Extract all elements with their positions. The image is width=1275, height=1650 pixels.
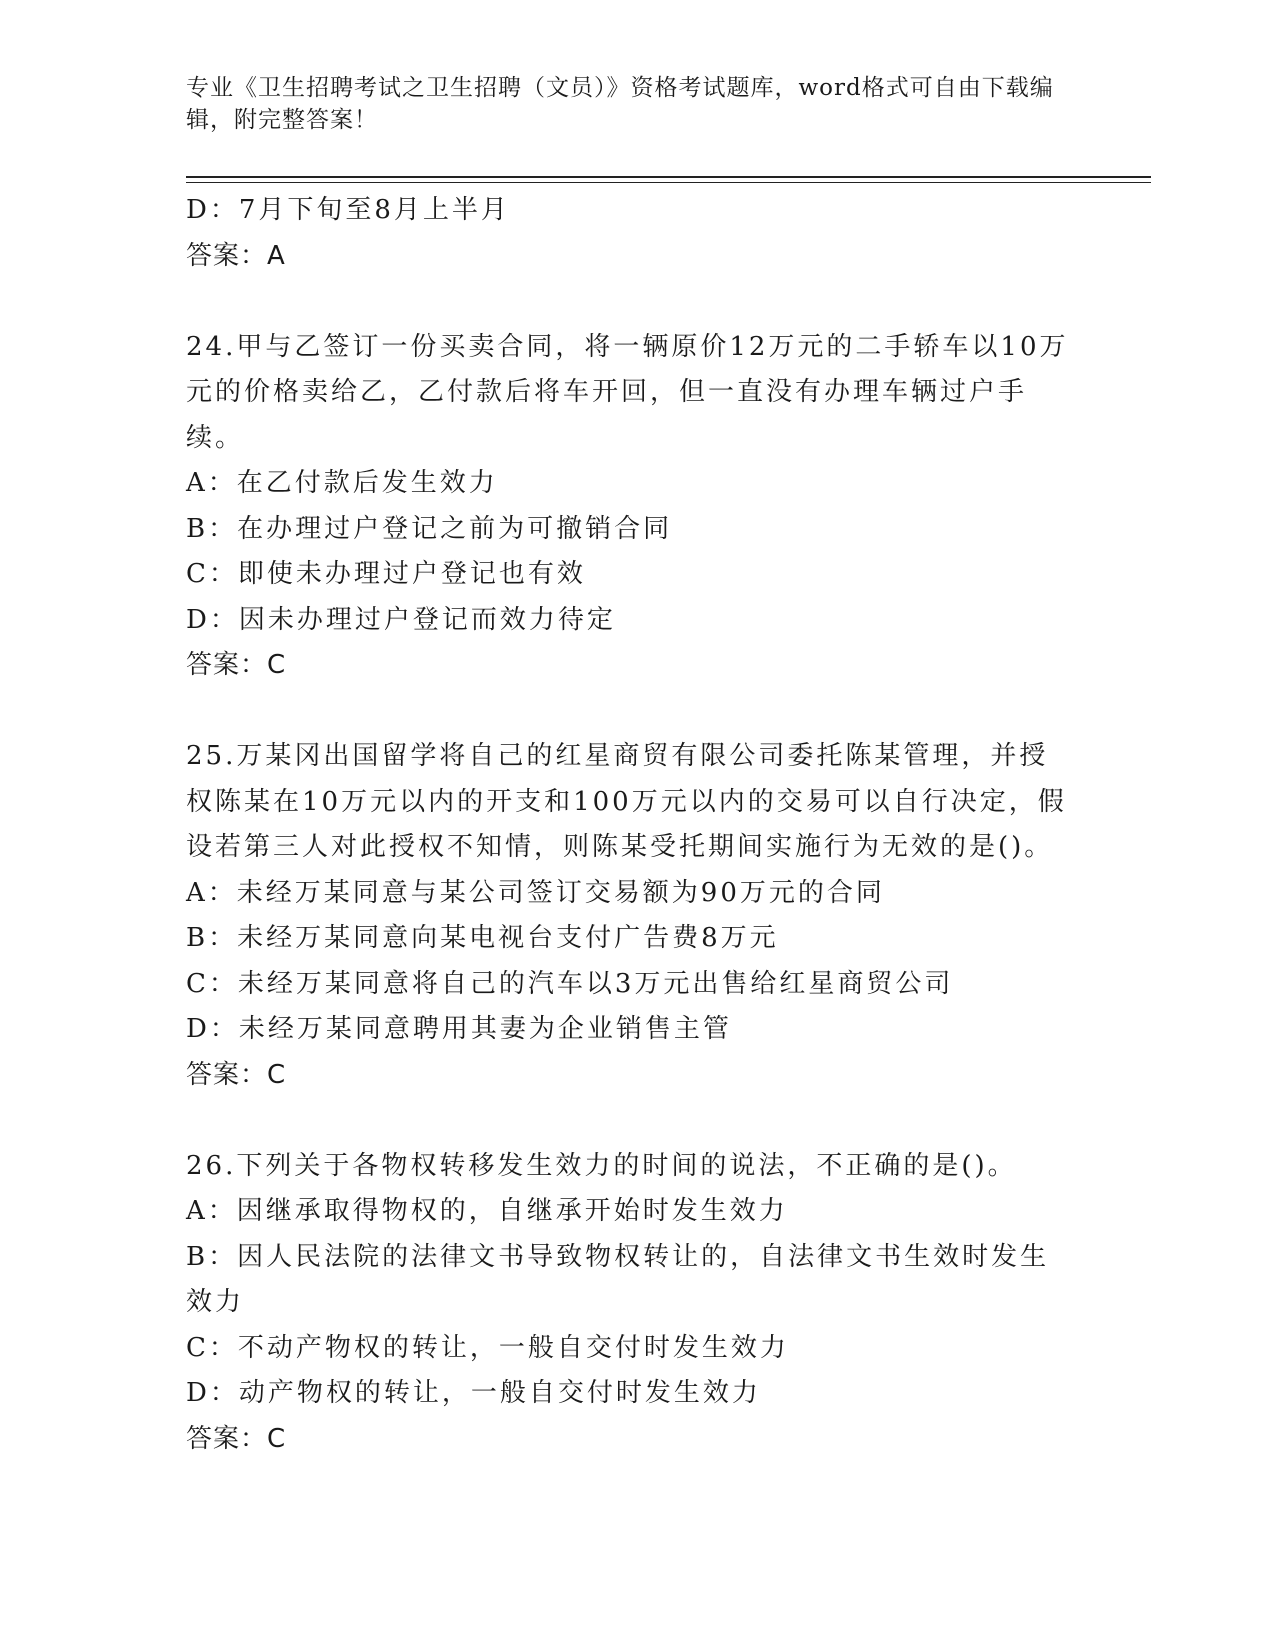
question-24 [186, 325, 1076, 689]
option-d: D：动产物权的转让，一般自交付时发生效力 [186, 1378, 761, 1408]
option-a: A：因继承取得物权的，自继承开始时发生效力 [186, 1196, 788, 1226]
prev-option-d: D：7月下旬至8月上半月 [186, 195, 510, 225]
header-divider-thick [186, 176, 1151, 178]
answer: 答案：C [186, 1059, 287, 1090]
question-stem: 26.下列关于各物权转移发生效力的时间的说法，不正确的是()。 [186, 1150, 1017, 1181]
question-stem: 24.甲与乙签订一份买卖合同，将一辆原价12万元的二手轿车以10万元的价格卖给乙，乙付款后将车开回，但一直没有办理车辆过户手续。 [186, 331, 1069, 453]
option-d: D：未经万某同意聘用其妻为企业销售主管 [186, 1014, 732, 1044]
page-header: 专业《卫生招聘考试之卫生招聘（文员）》资格考试题库，word格式可自由下载编辑，附完整答案！ [186, 75, 1054, 133]
spacer [186, 689, 1076, 735]
option-c: C：即使未办理过户登记也有效 [186, 559, 586, 589]
option-b: B：因人民法院的法律文书导致物权转让的，自法律文书生效时发生效力 [186, 1241, 1050, 1317]
question-25 [186, 734, 1076, 1098]
answer: 答案：C [186, 1423, 287, 1454]
header-divider-thin [186, 182, 1151, 183]
spacer [186, 1098, 1076, 1144]
prev-answer: 答案：A [186, 240, 286, 271]
option-c: C：未经万某同意将自己的汽车以3万元出售给红星商贸公司 [186, 968, 954, 999]
option-a: A：未经万某同意与某公司签订交易额为90万元的合同 [186, 877, 885, 908]
option-d: D：因未办理过户登记而效力待定 [186, 604, 616, 635]
question-stem: 25.万某冈出国留学将自己的红星商贸有限公司委托陈某管理，并授权陈某在10万元以内的开支和100万元以内的交易可以自行决定，假设若第三人对此授权不知情，则陈某受托期间实施行为无效的是()。 [186, 741, 1067, 862]
option-c: C：不动产物权的转让，一般自交付时发生效力 [186, 1332, 789, 1363]
question-26 [186, 1144, 1076, 1463]
question-content [186, 188, 1076, 1462]
option-b: B：在办理过户登记之前为可撤销合同 [186, 513, 673, 544]
answer: 答案：C [186, 650, 287, 680]
option-b: B：未经万某同意向某电视台支付广告费8万元 [186, 923, 779, 953]
option-a: A：在乙付款后发生效力 [186, 468, 498, 498]
spacer [186, 279, 1076, 325]
